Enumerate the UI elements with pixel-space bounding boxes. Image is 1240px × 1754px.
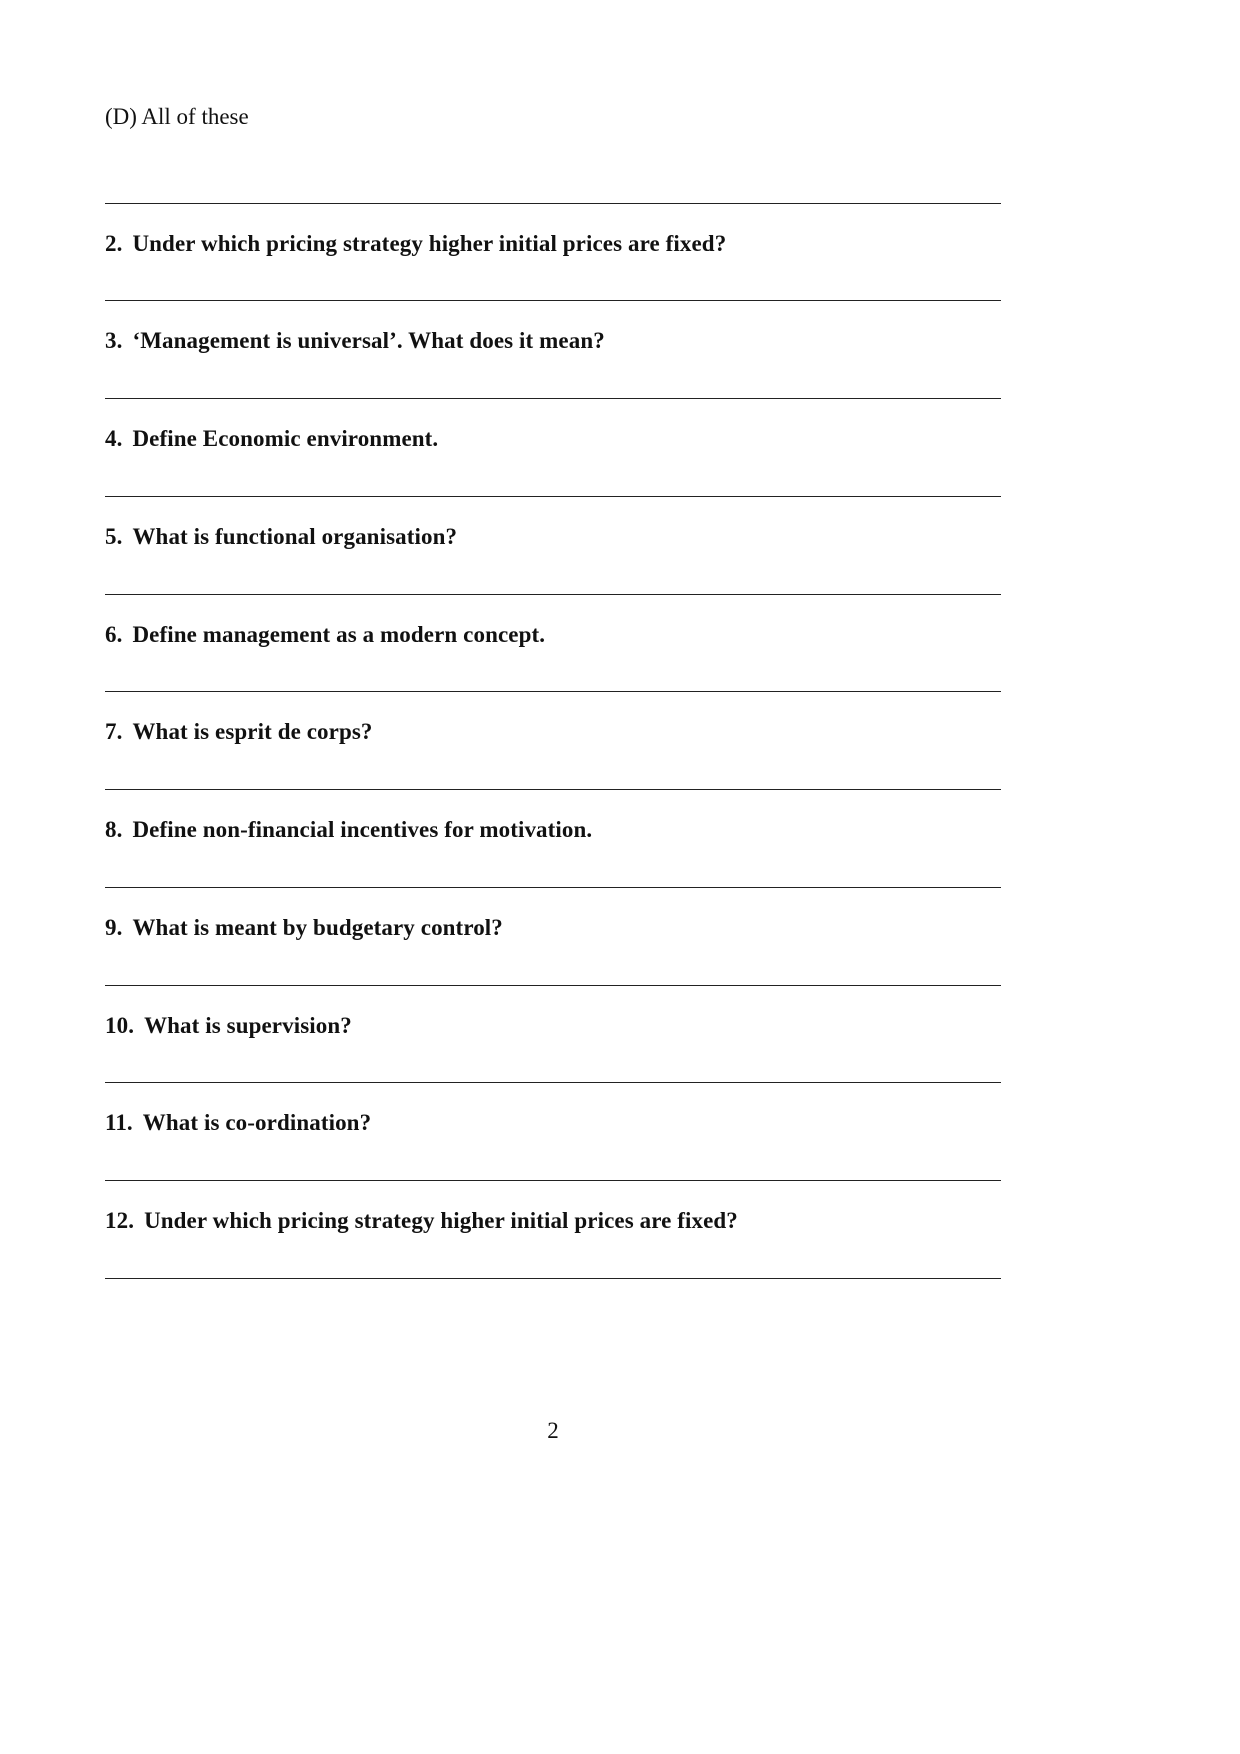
question-text	[105, 497, 1001, 594]
question-number: 8.	[105, 817, 123, 843]
question-body: ‘Management is universal’. What does it mean?	[132, 328, 605, 354]
question-number: 10.	[105, 1012, 135, 1038]
question-body: What is esprit de corps?	[132, 719, 373, 745]
question-number: 6.	[105, 621, 123, 647]
question-item	[105, 300, 1001, 398]
page-number: 2	[547, 1418, 559, 1443]
question-text	[105, 399, 1001, 496]
question-body: What is meant by budgetary control?	[132, 914, 503, 940]
question-item	[105, 985, 1001, 1083]
question-item	[105, 691, 1001, 789]
question-body: Define non-financial incentives for motivation.	[132, 817, 593, 843]
question-text	[105, 204, 1001, 301]
question-number: 5.	[105, 523, 123, 549]
question-body: What is supervision?	[144, 1012, 352, 1038]
question-item	[105, 887, 1001, 985]
question-text	[105, 1181, 1001, 1278]
answer-option-d: (D) All of these	[105, 104, 249, 129]
question-item	[105, 1180, 1001, 1278]
page-content	[105, 0, 1001, 1279]
question-number: 7.	[105, 719, 123, 745]
question-body: What is co-ordination?	[142, 1110, 372, 1136]
question-number: 11.	[105, 1110, 133, 1136]
question-list	[105, 203, 1001, 1279]
question-number: 9.	[105, 914, 123, 940]
question-text	[105, 301, 1001, 398]
question-body: Under which pricing strategy higher initial prices are fixed?	[132, 230, 727, 256]
question-number: 2.	[105, 230, 123, 256]
question-item	[105, 594, 1001, 692]
question-text	[105, 692, 1001, 789]
question-item	[105, 789, 1001, 887]
question-text	[105, 790, 1001, 887]
question-text	[105, 595, 1001, 692]
question-number: 3.	[105, 328, 123, 354]
question-number: 4.	[105, 426, 123, 452]
question-item	[105, 1082, 1001, 1180]
divider	[105, 1278, 1001, 1279]
question-item	[105, 496, 1001, 594]
question-text	[105, 1083, 1001, 1180]
question-body: Define management as a modern concept.	[132, 621, 546, 647]
question-item	[105, 203, 1001, 301]
question-body: Under which pricing strategy higher initial prices are fixed?	[144, 1208, 738, 1234]
question-body: What is functional organisation?	[132, 523, 458, 549]
question-body: Define Economic environment.	[132, 426, 439, 452]
question-item	[105, 398, 1001, 496]
question-text	[105, 888, 1001, 985]
question-number: 12.	[105, 1208, 135, 1234]
question-text	[105, 986, 1001, 1083]
